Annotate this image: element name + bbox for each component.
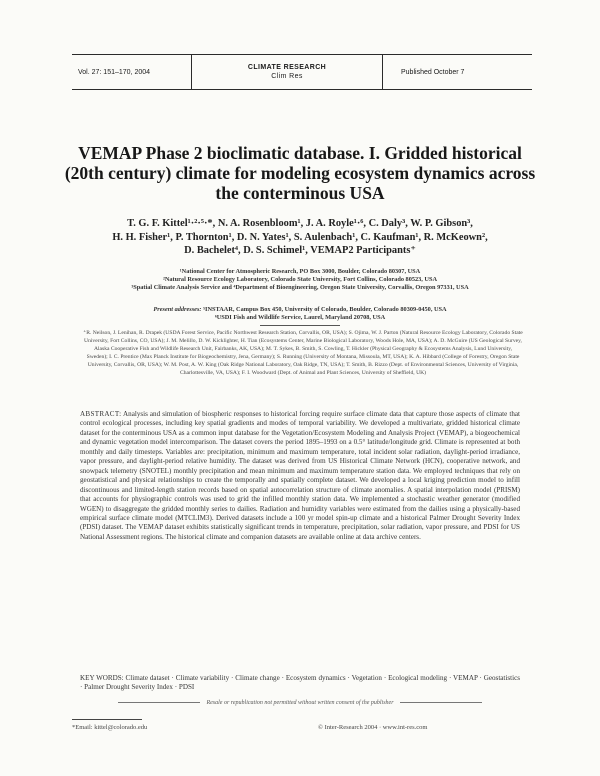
affiliation-line: ¹National Center for Atmospheric Research, PO Box 3000, Boulder, Colorado 80307, USA — [179, 268, 421, 275]
author-list — [60, 217, 540, 258]
corresponding-email: *Email: kittel@colorado.edu — [72, 724, 148, 731]
present-address-1: ⁵INSTAAR, Campus Box 450, University of Colorado, Boulder, Colorado 80309-0450, USA — [203, 306, 447, 313]
paper-title: VEMAP Phase 2 bioclimatic database. I. Gridded historical (20th century) climate for modeling ecosystem dynamics across the conterminous USA — [64, 143, 536, 203]
present-address-line — [60, 306, 540, 314]
author-line: D. Bachelet⁴, D. S. Schimel¹, VEMAP2 Participants⁺ — [184, 245, 416, 256]
keywords-label: KEY WORDS: — [80, 674, 124, 682]
journal-name: CLIMATE RESEARCH — [247, 64, 327, 71]
reproduction-text: Resale or republication not permitted without written consent of the publisher — [206, 700, 394, 706]
affiliation-line: ²Natural Resource Ecology Laboratory, Colorado State University, Fort Collins, Colorado 80523, USA — [162, 276, 438, 284]
journal-name-block — [192, 55, 382, 89]
abstract-text: Analysis and simulation of biospheric responses to historical forcing require surface climate data that capture those aspects of climate that control ecological processes, including key spatial gradients and modes of temporal variability. We developed a multivariate, gridded historical climate dataset for the conterminous USA as a common input database for the Vegetation/Ecosystem Modeling and Analysis Project (VEMAP), a biogeochemical and dynamic vegetation model intercomparison. The dataset covers the period 1895–1993 on a 0.5° latitude/longitude grid. Climate is represented at both monthly and daily timesteps. Variables are: precipitation, minimum and maximum temperature, total incident solar radiation, daylight-period irradiance, vapor pressure, and daylight-period relative humidity. The dataset was derived from US Historical Climate Network (HCN), cooperative network, and snowpack telemetry (SNOTEL) monthly precipitation and mean minimum and maximum temperature station data. We employed techniques that rely on geostatistical and physical relationships to create the temporally and spatially complete dataset. We developed a local kriging prediction model to infill discontinuous and limited-length station records based on spatial autocorrelation structure of climate anomalies. A spatial interpolation model (PRISM) that accounts for physiographic controls was used to grid the infilled monthly station data. We implemented a stochastic weather generator (modified WGEN) to disaggregate the gridded monthly series to dailies. Radiation and humidity variables were estimated from the dailies using a physically-based empirical surface climate model (MTCLIM3). Derived datasets include a 100 yr model spin-up climate and a historical Palmer Drought Severity Index (PDSI) dataset. The VEMAP dataset exhibits statistically significant trends in temperature, precipitation, solar radiation, vapor pressure, and PDSI for US National Assessment regions. The historical climate and companion datasets are available online at data archive centers. — [80, 410, 520, 541]
vemap2-participants: ⁺R. Neilson, J. Lenihan, R. Drapek (USDA Forest Service, Pacific Northwest Research Station, Corvallis, OR, USA); S. Ojima, W. J. Parton (Natural Resource Ecology Laboratory, Colorado State University, Fort Collins, CO, USA); J. M. Melillo, D. W. Kicklighter, H. Tian (Ecosystems Center, Marine Biological Laboratory, Woods Hole, MA, USA); A. D. McGuire (US Geological Survey, Alaska Cooperative Fish and Wildlife Research Unit, Fairbanks, AK, USA); M. T. Sykes, B. Smith, S. Cowling, T. Hickler (Physical Geography & Ecosystems Analysis, Lund University, Sweden); I. C. Prentice (Max Planck Institute for Biogeochemistry, Jena, Germany); S. Running (University of Montana, Missoula, MT, USA); K. A. Hibbard (College of Forestry, Oregon State University, Corvallis, OR, USA); W. M. Post, A. W. King (Oak Ridge National Laboratory, Oak Ridge, TN, USA); T. Smith, B. Rizzo (Dept. of Environmental Sciences, University of Virginia, Charlottesville, VA, USA); F. I. Woodward (Dept. of Animal and Plant Sciences, University of Sheffield, UK) — [83, 330, 523, 376]
volume-info: Vol. 27: 151–170, 2004 — [72, 55, 192, 89]
present-addresses — [60, 306, 540, 322]
copyright: © Inter-Research 2004 · www.int-res.com — [318, 724, 428, 731]
present-label: Present addresses: — [153, 306, 202, 313]
footnote-rule — [72, 719, 142, 720]
divider — [260, 325, 340, 326]
publication-date: Published October 7 — [382, 55, 532, 89]
affiliation-line: ³Spatial Climate Analysis Service and ⁴Department of Bioengineering, Oregon State University, Corvallis, Oregon 97331, USA — [131, 284, 469, 292]
keywords-text: Climate dataset · Climate variability · Climate change · Ecosystem dynamics · Vegetation · Ecological modeling · VEMAP · Geostatistics · Palmer Drought Severity Index · PDSI — [80, 674, 520, 692]
reproduction-notice — [0, 700, 600, 706]
divider — [118, 702, 200, 703]
present-address-2: ⁶USDI Fish and Wildlife Service, Laurel, Maryland 20708, USA — [214, 314, 386, 322]
abstract — [80, 410, 520, 542]
abstract-label: ABSTRACT: — [80, 410, 122, 418]
journal-header — [72, 54, 532, 90]
author-line: H. H. Fisher¹, P. Thornton¹, D. N. Yates¹, S. Aulenbach¹, C. Kaufman¹, R. McKeown², — [112, 231, 488, 243]
affiliations — [60, 268, 540, 293]
journal-abbrev: Clim Res — [271, 73, 303, 80]
author-line: T. G. F. Kittel¹·²·⁵·*, N. A. Rosenbloom¹, J. A. Royle¹·⁶, C. Daly³, W. P. Gibson³, — [127, 218, 473, 229]
keywords — [80, 674, 520, 693]
divider — [400, 702, 482, 703]
